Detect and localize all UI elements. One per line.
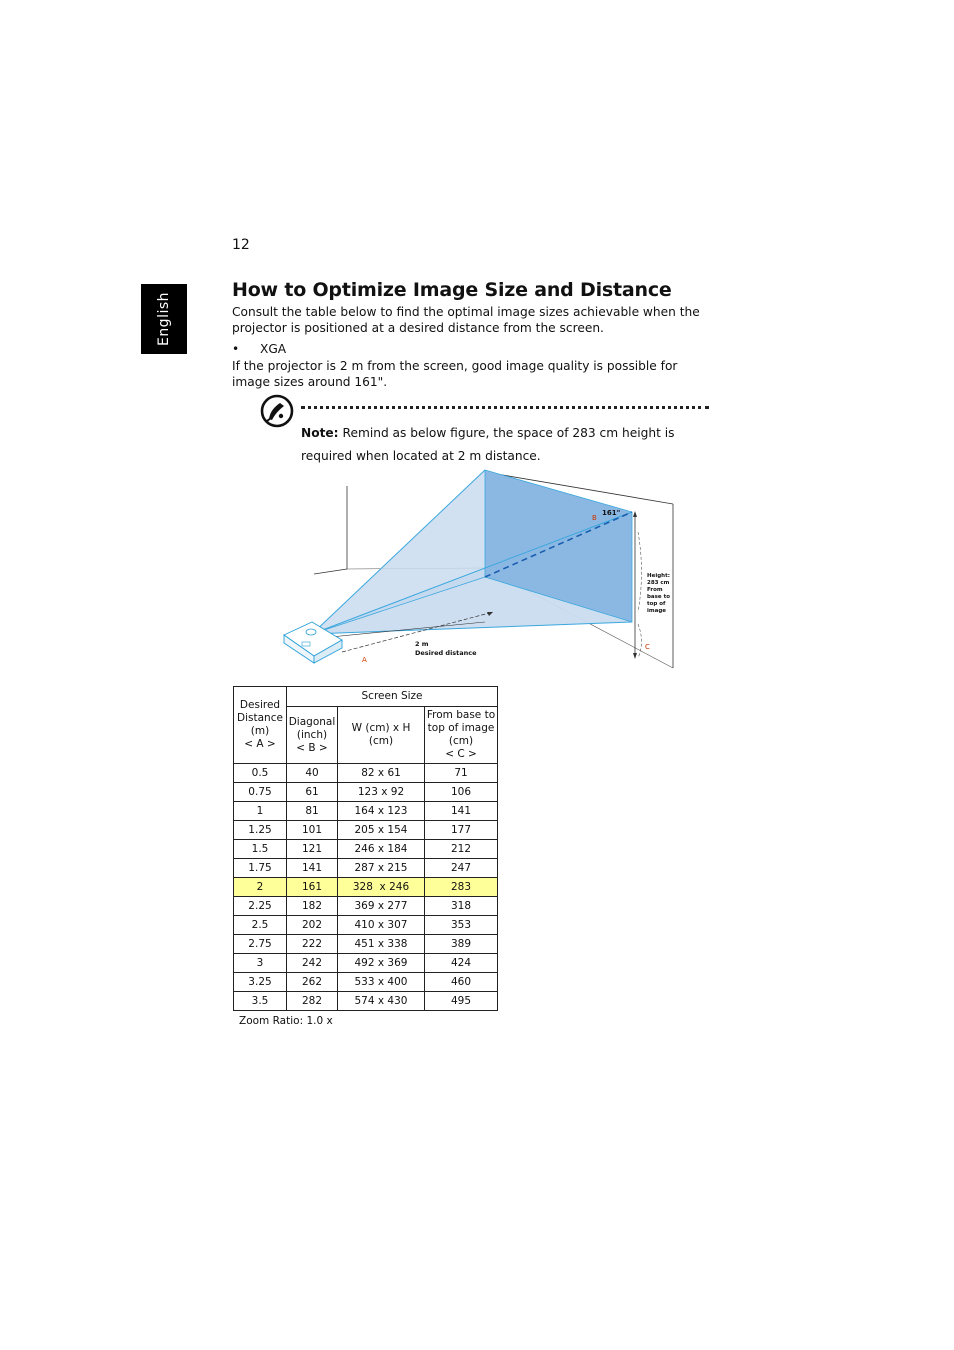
header-width-height: W (cm) x H (cm): [338, 707, 425, 764]
distance-value: 2 m: [415, 640, 429, 648]
intro-paragraph: Consult the table below to find the optimal image sizes achievable when the projector is positioned at a desired distance from the screen.: [232, 305, 700, 335]
table-row: [234, 859, 498, 878]
header-line: top of image: [427, 722, 495, 734]
cell-width-height: 410 x 307: [338, 916, 425, 935]
label-a: A: [362, 656, 367, 664]
cell-width-height: 574 x 430: [338, 992, 425, 1011]
cell-height: 71: [425, 764, 498, 783]
cell-distance: 0.75: [234, 783, 287, 802]
table-row-highlighted: [234, 878, 498, 897]
header-line: From base to: [426, 709, 496, 721]
cell-diagonal: 61: [287, 783, 338, 802]
cell-diagonal: 222: [287, 935, 338, 954]
cell-distance: 2.75: [234, 935, 287, 954]
height-caption-line: base to: [647, 594, 670, 600]
table-row: [234, 821, 498, 840]
cell-diagonal: 121: [287, 840, 338, 859]
height-caption: [647, 573, 670, 614]
cell-distance: 1: [234, 802, 287, 821]
page-number: 12: [232, 237, 250, 253]
cell-height: 212: [425, 840, 498, 859]
image-size-table: [233, 686, 498, 1011]
note-pencil-icon: [260, 394, 294, 428]
cell-width-height: 123 x 92: [338, 783, 425, 802]
cell-width-height: 533 x 400: [338, 973, 425, 992]
table-row: [234, 954, 498, 973]
header-line: Diagonal: [288, 715, 336, 728]
cell-distance: 0.5: [234, 764, 287, 783]
cell-height: 177: [425, 821, 498, 840]
cell-height: 283: [425, 878, 498, 897]
cell-height: 460: [425, 973, 498, 992]
height-bracket-upper: [638, 532, 642, 612]
table-row: [234, 973, 498, 992]
cell-width-height: 287 x 215: [338, 859, 425, 878]
cell-diagonal: 242: [287, 954, 338, 973]
cell-distance: 1.5: [234, 840, 287, 859]
table-row: [234, 897, 498, 916]
language-tab: [141, 284, 187, 354]
header-line: < A >: [244, 738, 276, 750]
cell-distance: 2: [234, 878, 287, 897]
header-height: [425, 707, 498, 764]
note-divider: [301, 406, 709, 409]
cell-width-height: 164 x 123: [338, 802, 425, 821]
cell-diagonal: 161: [287, 878, 338, 897]
cell-height: 353: [425, 916, 498, 935]
projection-diagram: [280, 462, 680, 672]
table-row: [234, 935, 498, 954]
header-line: < C >: [445, 748, 477, 760]
table-row: [234, 783, 498, 802]
cell-distance: 1.75: [234, 859, 287, 878]
cell-diagonal: 262: [287, 973, 338, 992]
height-arrow-top: [633, 511, 637, 517]
room-floor-left: [314, 569, 347, 574]
cell-distance: 3.5: [234, 992, 287, 1011]
cell-diagonal: 101: [287, 821, 338, 840]
cell-height: 141: [425, 802, 498, 821]
cell-width-height: 369 x 277: [338, 897, 425, 916]
section-title: How to Optimize Image Size and Distance: [232, 279, 672, 301]
cell-diagonal: 182: [287, 897, 338, 916]
bullet-text: XGA: [260, 342, 287, 356]
cell-diagonal: 141: [287, 859, 338, 878]
cell-height: 389: [425, 935, 498, 954]
bullet-symbol: •: [232, 342, 240, 356]
height-caption-line: Height:: [647, 573, 670, 579]
bullet-item: [232, 342, 286, 356]
label-c: C: [645, 643, 650, 651]
height-arrow-bottom: [633, 653, 637, 659]
cell-diagonal: 282: [287, 992, 338, 1011]
table-row: [234, 992, 498, 1011]
label-b: B: [592, 514, 597, 522]
header-line: < B >: [296, 741, 328, 754]
language-tab-label: English: [156, 291, 172, 347]
height-caption-line: top of: [647, 601, 666, 607]
table-row: [234, 802, 498, 821]
cell-distance: 2.25: [234, 897, 287, 916]
height-bracket-lower: [638, 624, 642, 658]
cell-width-height: 328 x 246: [338, 878, 425, 897]
height-caption-line: 283 cm: [647, 580, 670, 586]
table-row: [234, 764, 498, 783]
header-line: (m): [250, 725, 270, 737]
table-row: [234, 916, 498, 935]
cell-width-height: 246 x 184: [338, 840, 425, 859]
header-screen-size: Screen Size: [287, 687, 498, 707]
cell-height: 247: [425, 859, 498, 878]
zoom-ratio-note: Zoom Ratio: 1.0 x: [239, 1015, 333, 1027]
distance-caption: Desired distance: [415, 649, 477, 657]
table-row: [234, 840, 498, 859]
height-caption-line: From: [647, 587, 663, 593]
header-line: (cm): [448, 735, 474, 747]
cell-width-height: 451 x 338: [338, 935, 425, 954]
cell-width-height: 205 x 154: [338, 821, 425, 840]
cell-height: 106: [425, 783, 498, 802]
header-line: Distance: [237, 712, 283, 724]
cell-distance: 1.25: [234, 821, 287, 840]
cell-height: 318: [425, 897, 498, 916]
note-label: Note:: [301, 426, 339, 440]
distance-paragraph: If the projector is 2 m from the screen, good image quality is possible for image sizes around 161".: [232, 359, 678, 389]
cell-width-height: 82 x 61: [338, 764, 425, 783]
cell-height: 424: [425, 954, 498, 973]
cell-distance: 3: [234, 954, 287, 973]
cell-diagonal: 40: [287, 764, 338, 783]
cell-diagonal: 81: [287, 802, 338, 821]
cell-distance: 3.25: [234, 973, 287, 992]
cell-width-height: 492 x 369: [338, 954, 425, 973]
height-caption-line: image: [647, 608, 666, 614]
header-line: Desired: [239, 699, 281, 711]
cell-height: 495: [425, 992, 498, 1011]
cell-diagonal: 202: [287, 916, 338, 935]
cell-distance: 2.5: [234, 916, 287, 935]
header-distance: [234, 687, 287, 764]
diagonal-value-label: 161": [602, 509, 621, 517]
table-body: [234, 764, 498, 1011]
note-body: Remind as below figure, the space of 283 cm height is required when located at 2 m distance.: [301, 426, 675, 463]
header-diagonal: [287, 707, 338, 764]
header-line: (inch): [296, 728, 328, 741]
